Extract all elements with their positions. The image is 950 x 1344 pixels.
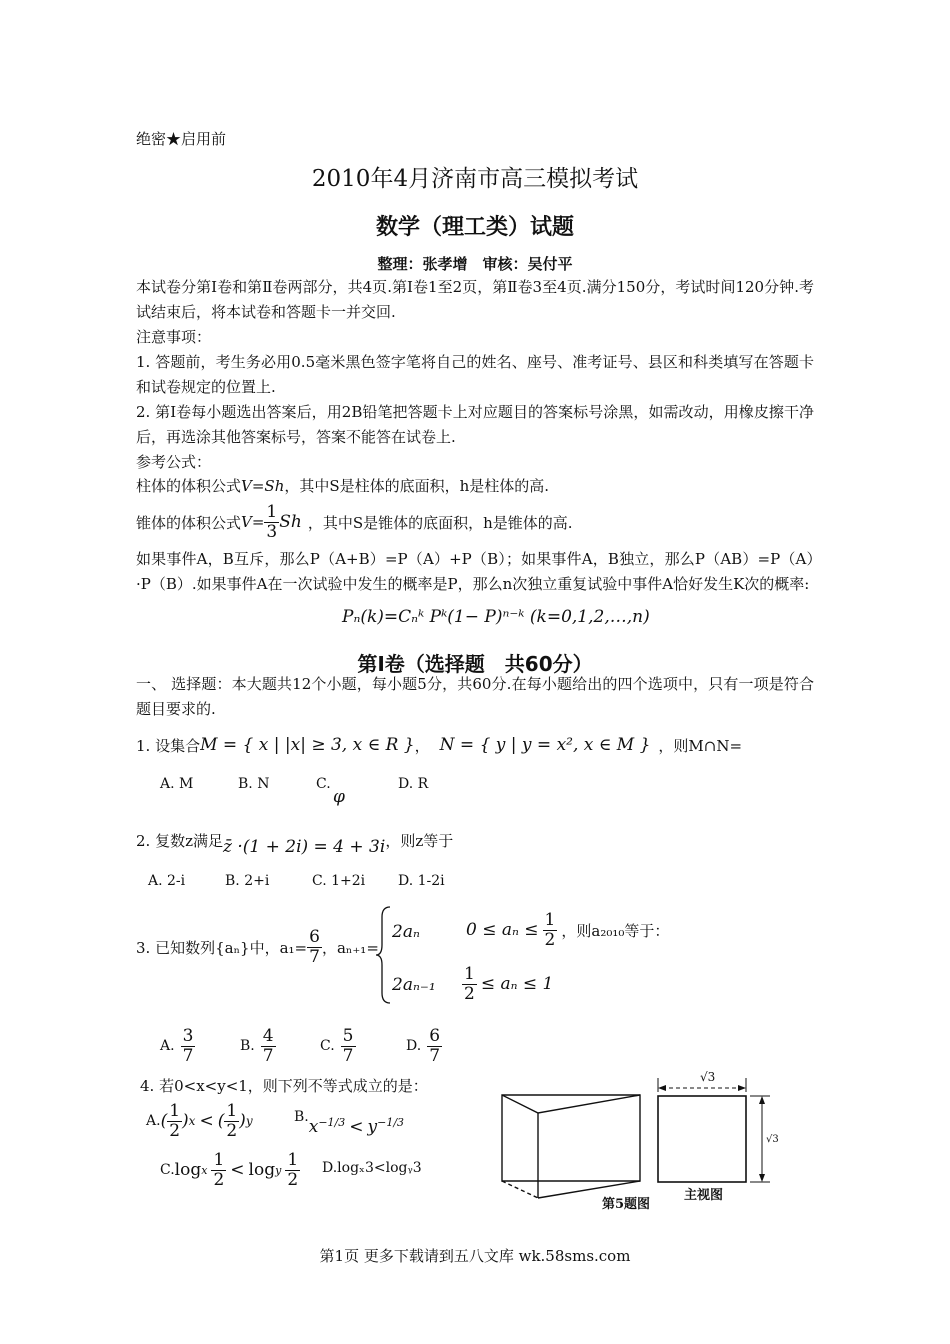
q3-option-b-den: 7	[262, 1045, 274, 1066]
probability-paragraph: 如果事件A，B互斥，那么P（A+B）=P（A）+P（B）；如果事件A，B独立，那么P（AB）=P（A）·P（B）.如果事件A在一次试验中发生的概率是P，那么n次独立重复试验中事件A恰好发生K次的概率:	[136, 550, 814, 593]
q4-option-a-exp1: x	[188, 1114, 196, 1128]
q4-option-b-base1: x	[308, 1117, 319, 1137]
q4-option-a-frac2-num: 1	[226, 1100, 238, 1121]
question-2	[136, 823, 453, 857]
q3-option-d-den: 7	[429, 1045, 441, 1066]
question-3	[136, 925, 379, 969]
q4-option-a-frac1	[167, 1102, 182, 1141]
q3-mid: ，aₙ₊₁=	[321, 938, 379, 957]
prism-formula-line	[136, 475, 549, 496]
q3-case1-cond: 0 ≤ aₙ ≤	[466, 920, 539, 940]
figure-caption: 第5题图	[602, 1197, 651, 1212]
q3-option-a-label: A.	[160, 1038, 175, 1054]
q1-suffix: ，则M∩N=	[658, 736, 743, 755]
q1-prefix: 1. 设集合	[136, 736, 201, 755]
dim-right: √3	[766, 1134, 779, 1145]
cone-sh: Sh	[279, 512, 302, 532]
q1-option-c: C.	[316, 776, 331, 792]
q3-case1-fraction	[543, 911, 558, 950]
q4-option-a: A. ( $\frac{1}{2}$ ) x < ( $\frac{1}{2}$ ) y	[146, 1100, 253, 1141]
q3-case2-cond: ≤ aₙ ≤ 1	[480, 974, 554, 994]
q4-option-c-frac1-den: 2	[213, 1169, 225, 1190]
binomial-formula: Pₙ(k)=Cₙᵏ Pᵏ(1− P)ⁿ⁻ᵏ (k=0,1,2,…,n)	[342, 607, 650, 627]
q2-option-b: B. 2+i	[225, 873, 270, 889]
q4-option-a-label: A.	[146, 1113, 161, 1129]
q3-option-c	[320, 1024, 356, 1068]
q2-prefix: 2. 复数z满足	[136, 831, 223, 850]
q1-option-d: D. R	[398, 776, 429, 792]
q2-formula: z̄ ·(1 + 2i) = 4 + 3i	[222, 837, 386, 857]
q4-option-c-frac1	[211, 1151, 226, 1190]
q3-case1-den: 2	[544, 929, 556, 950]
cone-post: ，其中S是锥体的底面积，h是锥体的高.	[307, 513, 573, 532]
secret-label: 绝密★启用前	[136, 130, 227, 148]
q4-option-c-label: C.	[160, 1162, 175, 1178]
q3-option-d	[406, 1024, 442, 1068]
intro-paragraph: 本试卷分第Ⅰ卷和第Ⅱ卷两部分，共4页.第Ⅰ卷1至2页，第Ⅱ卷3至4页.满分150分，考试时间120分钟.考试结束后，将本试卷和答题卡一并交回.	[136, 278, 814, 321]
view-caption: 主视图	[684, 1188, 724, 1203]
section1-instruction: 一、 选择题：本大题共12个小题，每小题5分，共60分.在每小题给出的四个选项中，只有一项是符合题目要求的.	[136, 675, 814, 718]
exam-title: 2010年4月济南市高三模拟考试	[311, 166, 639, 192]
note-item-2: 2. 第Ⅰ卷每小题选出答案后，用2B铅笔把答题卡上对应题目的答案标号涂黑，如需改动，用橡皮擦干净后，再选涂其他答案标号，答案不能答在试卷上.	[136, 403, 814, 446]
q4-option-b	[294, 1104, 404, 1140]
q4-option-c: C. log x $\frac{1}{2}$ < log y $\frac{1}{2}$	[160, 1149, 299, 1190]
q4-option-a-exp2: y	[245, 1114, 253, 1128]
q3-option-c-num: 5	[342, 1025, 354, 1046]
q3-option-b-label: B.	[240, 1038, 255, 1054]
q2-option-c: C. 1+2i	[312, 873, 366, 889]
q4-option-b-label: B.	[294, 1109, 309, 1125]
q3-a1-fraction	[307, 928, 322, 967]
cone-fraction	[264, 503, 279, 542]
q3-suffix: ，则a₂₀₁₀等于：	[561, 921, 670, 940]
q4-option-b-lt: <	[349, 1117, 364, 1137]
q3-case1-num: 1	[544, 909, 556, 930]
q3-case1	[466, 908, 669, 952]
editors-line: 整理：张孝增 审核：吴付平	[377, 255, 573, 273]
q3-option-c-den: 7	[342, 1045, 354, 1066]
q3-option-a-den: 7	[182, 1045, 194, 1066]
q4-option-a-paren: (	[160, 1111, 168, 1131]
q3-case2-fraction	[462, 965, 477, 1004]
q3-case2	[462, 962, 553, 1006]
q3-option-b-fraction	[261, 1027, 276, 1066]
q4-option-a-frac2-den: 2	[226, 1120, 238, 1141]
notes-heading: 注意事项：	[136, 328, 212, 346]
q4-option-b-exp1: −1/3	[318, 1115, 346, 1129]
q1-set-m: M = { x | |x| ≥ 3, x ∈ R }	[200, 735, 415, 755]
q1-sep: ，	[414, 736, 430, 755]
prism-post: ，其中S是柱体的底面积，h是柱体的高.	[284, 477, 550, 495]
q4-option-c-log1: log	[174, 1160, 202, 1180]
q3-case2-num: 1	[464, 963, 475, 984]
q4-option-a-lt: <	[199, 1111, 214, 1131]
q1-option-b: B. N	[238, 776, 270, 792]
q3-option-b	[240, 1024, 276, 1068]
page-footer: 第1页 更多下载请到五八文库 wk.58sms.com	[319, 1247, 631, 1265]
cone-pre: 锥体的体积公式	[136, 513, 242, 532]
q3-case1-expr: 2aₙ	[392, 922, 420, 942]
q3-option-c-label: C.	[320, 1038, 335, 1054]
q4-option-c-frac2-den: 2	[287, 1169, 299, 1190]
dim-top: √3	[700, 1070, 716, 1084]
cone-den: 3	[266, 521, 278, 542]
q4-option-b-base2: y	[367, 1117, 378, 1137]
front-view-figure	[654, 1076, 784, 1186]
q3-option-d-label: D.	[406, 1038, 422, 1054]
q3-brace	[374, 905, 394, 1005]
question-4: 4. 若0<x<y<1，则下列不等式成立的是：	[140, 1077, 428, 1095]
q1-set-n: N = { y | y = x², x ∈ M }	[439, 735, 651, 755]
q4-option-a-frac1-num: 1	[169, 1100, 181, 1121]
q3-option-a	[160, 1024, 195, 1068]
q3-a1-num: 6	[309, 926, 320, 947]
note-item-1: 1. 答题前，考生务必用0.5毫米黑色签字笔将自己的姓名、座号、准考证号、县区和科类填写在答题卡和试卷规定的位置上.	[136, 353, 814, 396]
prism-formula: V=Sh	[241, 477, 285, 495]
q4-option-d: D.logₓ3<logᵧ3	[322, 1160, 422, 1176]
q3-case2-den: 2	[464, 983, 475, 1004]
prism-figure	[498, 1093, 648, 1203]
cone-num: 1	[266, 501, 278, 522]
q2-suffix: ，则z等于	[385, 831, 454, 850]
q3-option-c-fraction	[341, 1027, 356, 1066]
question-1	[136, 730, 742, 760]
q3-case2-expr: 2aₙ₋₁	[392, 975, 436, 995]
formulas-heading: 参考公式：	[136, 453, 212, 471]
q4-option-c-frac1-num: 1	[213, 1149, 225, 1170]
q3-option-b-num: 4	[262, 1025, 274, 1046]
q4-option-c-frac2-num: 1	[287, 1149, 299, 1170]
q4-option-c-log2: log	[248, 1160, 276, 1180]
q4-option-b-exp2: −1/3	[377, 1115, 405, 1129]
q3-a1-den: 7	[309, 946, 320, 967]
q3-prefix: 3. 已知数列{aₙ}中，a₁=	[136, 938, 308, 957]
q3-option-a-fraction	[181, 1027, 196, 1066]
q3-option-d-fraction	[427, 1027, 442, 1066]
subject-title: 数学（理工类）试题	[375, 215, 574, 240]
cone-formula-line	[136, 500, 573, 544]
q1-option-a: A. M	[160, 776, 194, 792]
q4-option-c-suby: y	[275, 1163, 282, 1177]
q4-option-a-frac1-den: 2	[169, 1120, 181, 1141]
q1-phi: φ	[333, 787, 345, 807]
q4-option-c-subx: x	[201, 1163, 208, 1177]
q4-option-a-frac2	[224, 1102, 239, 1141]
q3-option-a-num: 3	[182, 1025, 194, 1046]
q2-option-d: D. 1-2i	[398, 873, 445, 889]
q3-option-d-num: 6	[429, 1025, 441, 1046]
cone-v: V=	[241, 513, 265, 531]
q2-option-a: A. 2-i	[148, 873, 186, 889]
section1-title: 第Ⅰ卷（选择题 共60分）	[357, 652, 593, 676]
q4-option-c-frac2	[285, 1151, 300, 1190]
prism-pre: 柱体的体积公式	[136, 477, 242, 495]
